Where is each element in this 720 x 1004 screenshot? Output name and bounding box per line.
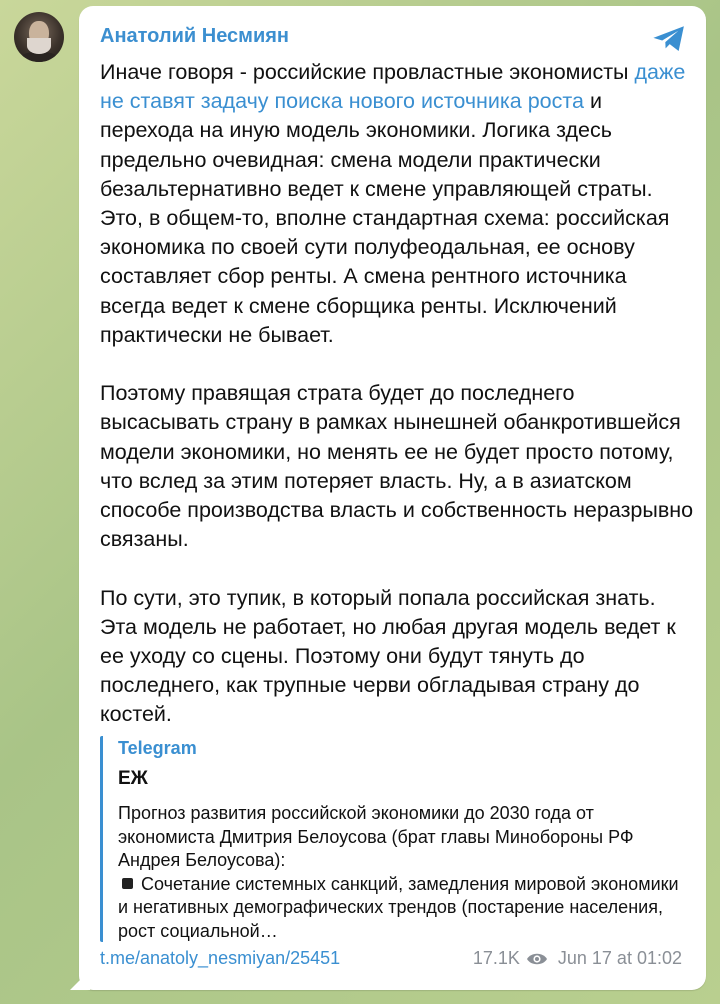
link-preview[interactable] (100, 736, 693, 942)
highlight-link[interactable]: даже не ставят задачу поиска нового источника роста (100, 60, 686, 114)
paragraph-1: Иначе говоря - российские провластные экономисты даже не ставят задачу поиска нового источника роста и перехода на иную модель экономики. Логика здесь предельно очевидная: смена модели практически безальтернативно ведет к смене управляющей страты. Это, в общем-то, вполне стандартная схема: российская экономика по своей сути полуфеодальная, ее основу составляет сбор ренты. А смена рентного источника всегда ведет к смене сборщика ренты. Исключений практически не бывает. (100, 60, 686, 347)
message-text (100, 58, 695, 730)
preview-description: Прогноз развития российской экономики до 2030 года от экономиста Дмитрия Белоусова (брат главы Минобороны РФ Андрея Белоусова): Сочетание системных санкций, замедления мировой экономики и негативных демографических трендов (постарение населения, рост социальной… (118, 803, 679, 941)
eye-icon (526, 951, 548, 967)
post-time: Jun 17 at 01:02 (557, 948, 682, 968)
author-name[interactable]: Анатолий Несмиян (100, 25, 290, 47)
paragraph-2: Поэтому правящая страта будет до последнего высасывать страну в рамках нынешней обанкротившейся модели экономики, но менять ее не будет просто потому, что вслед за этим потеряет власть. Ну, а в азиатском способе производства власть и собственность неразрывно связаны. (100, 381, 694, 552)
post-link[interactable]: t.me/anatoly_nesmiyan/25451 (100, 948, 341, 968)
view-count: 17.1K (472, 948, 520, 968)
message-bubble (79, 6, 706, 990)
preview-title: ЕЖ (118, 768, 148, 789)
author-avatar[interactable] (14, 12, 64, 62)
post-meta (473, 948, 682, 969)
telegram-share-icon[interactable] (652, 24, 686, 54)
paragraph-3: По сути, это тупик, в который попала российская знать. Эта модель не работает, но любая другая модель ведет к ее уходу со сцены. Поэтому они будут тянуть до последнего, как трупные черви обгладывая страну до костей. (100, 585, 676, 727)
preview-site-name: Telegram (118, 738, 197, 758)
bullet-square-icon (122, 878, 133, 889)
